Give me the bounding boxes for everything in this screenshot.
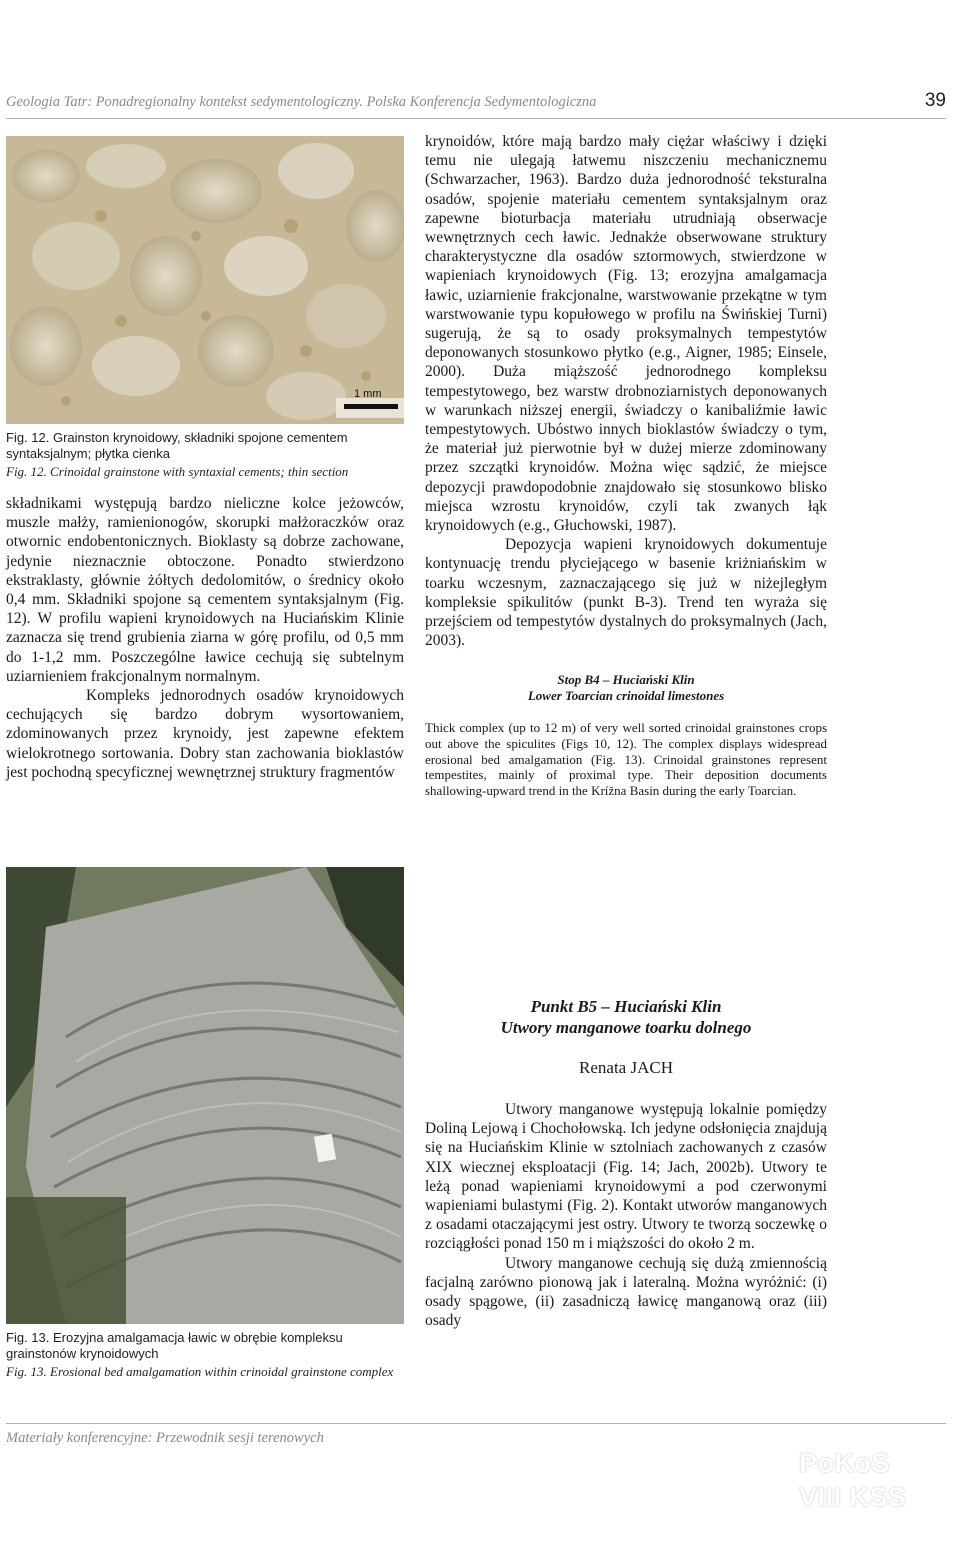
outcrop-photo [6, 867, 404, 1324]
left-paragraph: składnikami występują bardzo nieliczne kolce jeżowców, muszle małży, ramienionogów, skorupki małżoraczków oraz otwornic endobentonicznych. Bioklasty są dobrze zachowane, jedynie nieznacznie obtoczone. Ponadto stwierdzono ekstraklasty, głównie żółtych dedolomitów, o średnicy około 0,4 mm. Składniki spojone są cementem syntaksjalnym (Fig. 12). W profilu wapieni krynoidowych na Huciańskim Klinie zaznacza się trend grubienia ziarna w górę profilu, od 0,5 mm do 1-1,2 mm. Poszczególne ławice cechują się subtelnym uziarnieniem frakcjonalnym normalnym. [6, 495, 404, 685]
running-title: Geologia Tatr: Ponadregionalny kontekst sedymentologiczny. Polska Konferencja Sedymentologiczna [6, 94, 597, 110]
author-name: Renata JACH [579, 1058, 673, 1077]
right-paragraph: Depozycja wapieni krynoidowych dokumentuje kontynuację trendu płyciejącego w basenie kriżniańskim w toarku wczesnym, zaznaczającego się już w niżejległym kompleksie spikulitów (punkt B-3). Trend ten wyraża się przejściem od tempestytów dystalnych do proksymalnych (Jach, 2003). [425, 536, 827, 650]
page-number: 39 [924, 90, 946, 111]
stop-b4-subtitle: Lower Toarcian crinoidal limestones [527, 688, 725, 704]
logo-line-1: PoKoS [799, 1448, 891, 1478]
right-body-text [425, 132, 827, 650]
punkt-paragraph: Utwory manganowe cechują się dużą zmiennością facjalną zarówno pionową jak i lateralną. Można wyróżnić: (i) osady spągowe, (ii) zasadniczą ławicę manganową oraz (iii) osady [425, 1254, 827, 1330]
punkt-b5-body [425, 1100, 827, 1330]
pokos-logo [799, 1446, 907, 1514]
running-header [6, 90, 946, 116]
left-body-text [6, 494, 404, 782]
punkt-b5-subtitle: Utwory manganowe toarku dolnego [500, 1018, 752, 1037]
punkt-b5-section [425, 996, 827, 1330]
right-column [425, 132, 827, 798]
stop-b4-heading [425, 672, 827, 704]
header-divider [6, 118, 946, 119]
footer-divider [6, 1423, 946, 1424]
outcrop-image [6, 867, 404, 1324]
figure-12-caption [6, 430, 404, 480]
figure-12-caption-pl: Fig. 12. Grainston krynoidowy, składniki spojone cementem syntaksjalnym; płytka cienka [6, 430, 348, 461]
scale-bar [344, 404, 398, 409]
left-paragraph: Kompleks jednorodnych osadów krynoidowych cechujących się bardzo dobrym wysortowaniem, zdominowanych przez krynoidy, jest zapewne efektem wielokrotnego sortowania. Dobry stan zachowania bioklastów jest pochodną specyficznej wewnętrznej struktury fragmentów [6, 687, 404, 781]
thin-section-photo [6, 136, 404, 424]
footer-title: Materiały konferencyjne: Przewodnik sesji terenowych [6, 1430, 324, 1446]
figure-13-caption [6, 1330, 404, 1380]
punkt-b5-title: Punkt B5 – Huciański Klin [530, 997, 722, 1016]
left-column [6, 136, 404, 782]
figure-13-caption-pl: Fig. 13. Erozyjna amalgamacja ławic w obrębie kompleksu grainstonów krynoidowych [6, 1330, 343, 1361]
right-paragraph: krynoidów, które mają bardzo mały ciężar właściwy i dzięki temu nie ulegają łatwemu niszczeniu mechanicznemu (Schwarzacher, 1963). Bardzo duża jednorodność teksturalna osadów, spojenie materiału cementem syntaksjalnym oraz zapewne bioturbacja materiału utrudniają obserwacje wewnętrznych cech ławic. Jednakże obserwowane struktury charakterystyczne dla osadów sztormowych, stwierdzone w wapieniach krynoidowych (Fig. 13; erozyjna amalgamacja ławic, uziarnienie frakcjonalne, warstwowanie przekątne w tym warstwowanie typu kopułowego w profilu na Świńskiej Turni) sugerują, że są to osady proksymalnych tempestytów deponowanych stosunkowo płytko (e.g., Aigner, 1985; Einsele, 2000). Duża miąższość jednorodnego kompleksu tempestytowego, bez warstw drobnoziarnistych deponowanych w warunkach niższej energii, świadczy o kanibaliźmie ławic tempestytowych. Ubóstwo innych bioklastów świadczy o tym, że materiał już pierwotnie był w dużej mierze zdominowany przez szczątki krynoidów. Można więc sądzić, że miejsce depozycji prawdopodobnie znajdowało się stosunkowo blisko miejsca wzrostu krynoidów, czyli tak zwanych łąk krynoidowych (e.g., Głuchowski, 1987). [425, 133, 827, 535]
thin-section-image [6, 136, 404, 424]
stop-b4-summary: Thick complex (up to 12 m) of very well sorted crinoidal grainstones crops out above the spiculites (Figs 10, 12). The complex displays widespread erosional bed amalgamation (Fig. 13). Crinoidal grainstones represent tempestites, mainly of proximal type. Their deposition documents shallowing-upward trend in the Krížna Basin during the early Toarcian. [425, 720, 827, 798]
figure-13-caption-en: Fig. 13. Erosional bed amalgamation within crinoidal grainstone complex [6, 1364, 394, 1379]
logo-line-2: VIII KSS [799, 1482, 907, 1512]
scale-label: 1 mm [354, 388, 382, 400]
stop-b4-title: Stop B4 – Huciański Klin [557, 672, 695, 688]
punkt-b5-heading [425, 996, 827, 1038]
punkt-paragraph: Utwory manganowe występują lokalnie pomiędzy Doliną Lejową i Chochołowską. Ich jedyne odsłonięcia znajdują się na Huciańskim Klinie w sztolniach zachowanych z czasów XIX wiecznej eksploatacji (Fig. 14; Jach, 2002b). Utwory te leżą ponad wapieniami krynoidowymi a pod czerwonymi wapieniami bulastymi (Fig. 2). Kontakt utworów manganowych z osadami otaczającymi jest ostry. Utwory te tworzą soczewkę o rozciągłości ponad 150 m i miąższości do około 2 m. [425, 1101, 827, 1253]
figure-12-caption-en: Fig. 12. Crinoidal grainstone with syntaxial cements; thin section [6, 464, 349, 479]
